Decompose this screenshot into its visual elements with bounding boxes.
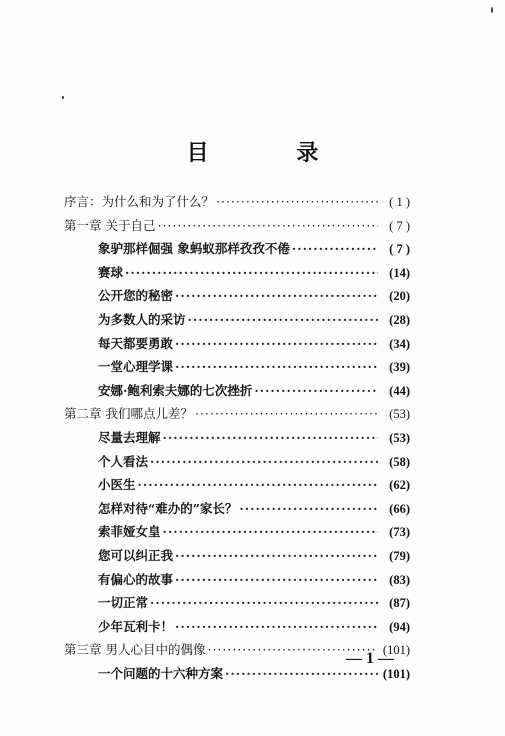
- toc-entry: [64, 190, 410, 214]
- toc-entry-label: 您可以纠正我: [98, 547, 174, 563]
- toc-entry-label: 小医生: [98, 477, 136, 493]
- toc-entry-page: ( 1 ): [389, 195, 410, 209]
- toc-entry: [64, 284, 410, 308]
- toc-entry-label: 序言：为什么和为了什么？: [64, 194, 215, 209]
- dot-leader: [163, 520, 378, 544]
- toc-entry-label: 每天都要勇敢: [98, 335, 174, 351]
- toc-entry: [64, 497, 410, 521]
- toc-entry-label: 有偏心的故事: [98, 571, 174, 587]
- toc-entry-page: (66): [389, 501, 410, 516]
- dot-leader: [195, 402, 378, 426]
- toc-entry-label: 索菲娅女皇: [98, 524, 161, 540]
- toc-entry-label: 尽量去理解: [98, 429, 161, 445]
- toc-entry-page: (62): [389, 478, 410, 493]
- toc-entry: [64, 591, 410, 615]
- dot-leader: [175, 284, 378, 308]
- scan-speck: [491, 7, 493, 13]
- toc-entry-page: (53): [389, 430, 410, 445]
- toc-entry-page: (83): [389, 572, 410, 587]
- toc-entry-page: ( 7 ): [389, 242, 410, 257]
- toc-entry-label: 第一章 关于自己: [64, 217, 156, 233]
- toc-entry-page: (101): [382, 643, 410, 658]
- toc-entry: [64, 355, 410, 379]
- toc-entry-label: 怎样对待“难办的”家长？: [98, 500, 238, 516]
- toc-entry-label: 个人看法: [98, 453, 149, 469]
- toc-entry-page: (79): [389, 548, 410, 563]
- toc-entry-page: (44): [389, 383, 410, 398]
- toc-entry-page: (101): [382, 666, 410, 681]
- page-number: — 1 —: [346, 650, 394, 667]
- toc-entry-page: ( 7 ): [389, 218, 410, 233]
- dot-leader: [157, 214, 378, 238]
- dot-leader: [163, 426, 378, 450]
- toc-entry: [64, 544, 410, 568]
- toc-entry-label: 公开您的秘密: [98, 288, 174, 304]
- toc-entry: [64, 308, 410, 332]
- toc-entry-label: 赛球: [98, 264, 124, 280]
- toc-entry-label: 为多数人的采访: [98, 311, 186, 327]
- dot-leader: [216, 190, 378, 214]
- toc-entry: [64, 214, 410, 238]
- toc-entry: [64, 261, 410, 285]
- dot-leader: [254, 379, 378, 403]
- dot-leader: [175, 332, 378, 356]
- toc-entry-page: (20): [389, 289, 410, 304]
- dot-leader: [175, 355, 378, 379]
- toc-entry-page: (73): [389, 525, 410, 540]
- dot-leader: [188, 308, 378, 332]
- toc-entry: [64, 426, 410, 450]
- toc-entry-label: 少年瓦利卡！: [98, 618, 174, 634]
- toc-entry: [64, 332, 410, 356]
- dot-leader: [125, 261, 378, 285]
- dot-leader: [150, 591, 378, 615]
- toc-entry-page: (34): [389, 336, 410, 351]
- toc-entry-label: 一个问题的十六种方案: [98, 665, 224, 681]
- toc-entry-page: (94): [389, 619, 410, 634]
- toc-entry-label: 第二章 我们哪点儿差？: [64, 406, 193, 422]
- toc-entry-label: 一切正常: [98, 595, 149, 611]
- toc-entry-label: 安娜·鲍利索夫娜的七次挫折: [98, 382, 253, 398]
- dot-leader: [150, 450, 378, 474]
- toc-entry: [64, 520, 410, 544]
- dot-leader: [292, 237, 378, 261]
- toc-entry: [64, 615, 410, 639]
- toc-entry: [64, 450, 410, 474]
- toc-entry-label: 第三章 男人心目中的偶像: [64, 642, 206, 658]
- scan-speck: [62, 96, 64, 99]
- toc-entry: [64, 568, 410, 592]
- toc-entry-page: (14): [389, 265, 410, 280]
- toc-entry: [64, 473, 410, 497]
- toc-entry: [64, 237, 410, 261]
- dot-leader: [239, 497, 378, 521]
- toc-entry-label: 一堂心理学课: [98, 359, 174, 375]
- toc-entry-page: (39): [389, 360, 410, 375]
- dot-leader: [175, 544, 378, 568]
- dot-leader: [175, 568, 378, 592]
- toc-entry: [64, 402, 410, 426]
- toc-entry-page: (53): [389, 407, 410, 422]
- dot-leader: [175, 615, 378, 639]
- dot-leader: [138, 473, 378, 497]
- toc-entry-page: (87): [389, 596, 410, 611]
- toc-entry-page: (58): [389, 454, 410, 469]
- toc-entry: [64, 379, 410, 403]
- toc-entry-label: 象驴那样倔强 象蚂蚁那样孜孜不倦: [98, 241, 290, 257]
- toc-entry-page: (28): [389, 312, 410, 327]
- page-title: 目 录: [186, 140, 359, 166]
- table-of-contents: [64, 190, 410, 685]
